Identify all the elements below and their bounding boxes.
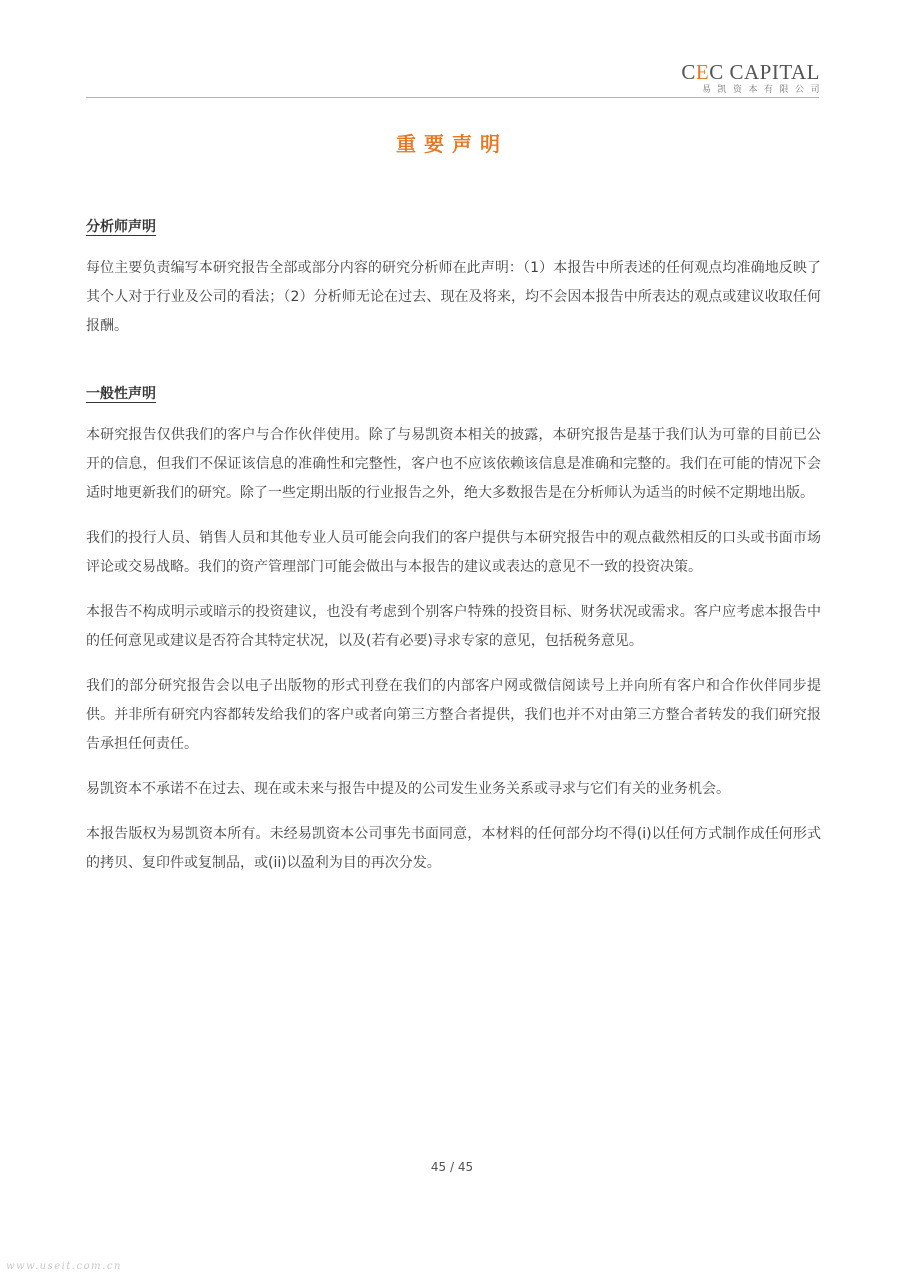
- logo-chinese-name: 易凯资本有限公司: [701, 85, 826, 95]
- paragraph: 本报告不构成明示或暗示的投资建议，也没有考虑到个别客户特殊的投资目标、财务状况或需求。客户应考虑本报告中的任何意见或建议是否符合其特定状况，以及(若有必要)寻求专家的意见，包括税务意见。: [86, 604, 821, 649]
- header-divider: [86, 97, 819, 98]
- logo-wordmark-rest: C CAPITAL: [709, 60, 820, 84]
- paragraph: 每位主要负责编写本研究报告全部或部分内容的研究分析师在此声明：（1）本报告中所表述的任何观点均准确地反映了其个人对于行业及公司的看法；（2）分析师无论在过去、现在及将来，均不会因本报告中所表达的观点或建议收取任何报酬。: [86, 260, 821, 334]
- logo-letter-e: E: [695, 60, 710, 84]
- section-analyst-declaration: [86, 212, 821, 341]
- paragraph: 我们的部分研究报告会以电子出版物的形式刊登在我们的内部客户网或微信阅读号上并向所有客户和合作伙伴同步提供。并非所有研究内容都转发给我们的客户或者向第三方整合者提供，我们也并不对由第三方整合者转发的我们研究报告承担任何责任。: [86, 678, 821, 752]
- section-heading: 分析师声明: [86, 219, 156, 235]
- section-heading: 一般性声明: [86, 386, 156, 402]
- paragraph: 易凯资本不承诺不在过去、现在或未来与报告中提及的公司发生业务关系或寻求与它们有关的业务机会。: [86, 781, 730, 797]
- paragraph: 本报告版权为易凯资本所有。未经易凯资本公司事先书面同意，本材料的任何部分均不得(i)以任何方式制作成任何形式的拷贝、复印件或复制品，或(ii)以盈利为目的再次分发。: [86, 826, 821, 871]
- logo-wordmark: [681, 60, 820, 84]
- company-logo: [681, 60, 826, 96]
- section-general-declaration: [86, 379, 821, 878]
- paragraph: 我们的投行人员、销售人员和其他专业人员可能会向我们的客户提供与本研究报告中的观点截然相反的口头或书面市场评论或交易战略。我们的资产管理部门可能会做出与本报告的建议或表达的意见不一致的投资决策。: [86, 530, 821, 575]
- logo-letter-c: C: [681, 60, 696, 84]
- document-body: [86, 212, 821, 894]
- page-number: 45 / 45: [430, 1160, 474, 1174]
- watermark: www.useit.com.cn: [6, 1261, 122, 1272]
- page-title: 重要声明: [396, 132, 508, 156]
- paragraph: 本研究报告仅供我们的客户与合作伙伴使用。除了与易凯资本相关的披露，本研究报告是基于我们认为可靠的目前已公开的信息，但我们不保证该信息的准确性和完整性，客户也不应该依赖该信息是准确和完整的。我们在可能的情况下会适时地更新我们的研究。除了一些定期出版的行业报告之外，绝大多数报告是在分析师认为适当的时候不定期地出版。: [86, 427, 821, 501]
